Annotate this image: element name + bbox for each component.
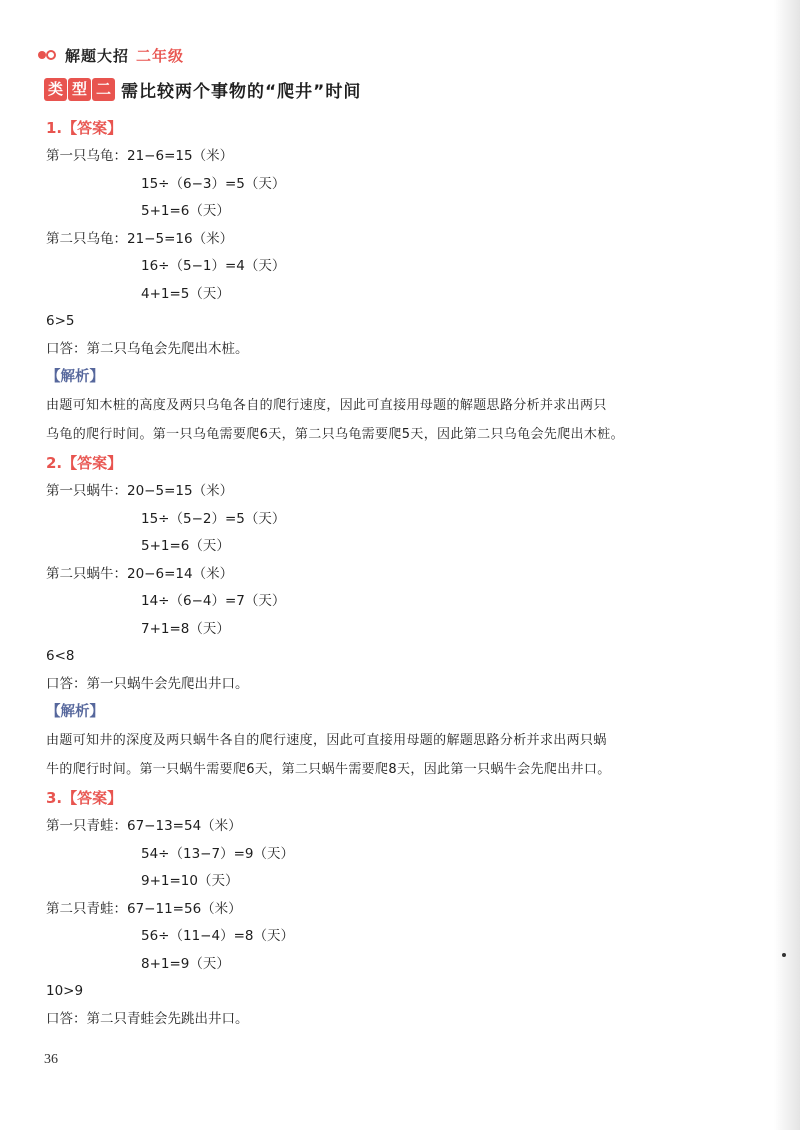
solution-line: 16÷（5−1）=4（天）	[141, 258, 286, 274]
type-badge	[44, 78, 116, 101]
answer-label: 3.【答案】	[46, 789, 123, 807]
solution-line: 第一只蜗牛：20−5=15（米）	[46, 483, 234, 499]
page-edge-shadow	[774, 0, 800, 1130]
solution-line: 第二只蜗牛：20−6=14（米）	[46, 565, 234, 582]
comparison-line: 6>5	[46, 313, 75, 329]
solution-line: 15÷（5−2）=5（天）	[141, 510, 286, 527]
analysis-text: 牛的爬行时间。第一只蜗牛需要爬6天，第二只蜗牛需要爬8天，因此第一只蜗牛会先爬出井口。	[46, 762, 611, 777]
problem-3	[46, 784, 736, 1033]
analysis-text: 乌龟的爬行时间。第一只乌龟需要爬6天，第二只乌龟需要爬5天，因此第二只乌龟会先爬出木桩。	[46, 427, 624, 442]
problem-2	[46, 449, 736, 784]
type-badge-char: 类	[44, 78, 67, 101]
solution-line: 第一只乌龟：21−6=15（米）	[46, 148, 234, 164]
comparison-line: 10>9	[46, 983, 84, 999]
comparison-line: 6<8	[46, 648, 75, 664]
solution-line: 54÷（13−7）=9（天）	[141, 845, 294, 862]
grade-label: 二年级	[136, 46, 185, 65]
solution-line: 第二只乌龟：21−5=16（米）	[46, 230, 234, 247]
solution-line: 第二只青蛙：67−11=56（米）	[46, 900, 242, 917]
problem-1	[46, 114, 736, 449]
solution-line: 7+1=8（天）	[141, 620, 230, 637]
analysis-text: 由题可知井的深度及两只蜗牛各自的爬行速度，因此可直接用母题的解题思路分析并求出两只蜗	[46, 733, 607, 748]
solution-line: 5+1=6（天）	[141, 203, 230, 219]
solution-line: 14÷（6−4）=7（天）	[141, 593, 286, 609]
page-number: 36	[44, 1052, 58, 1067]
solution-line: 第一只青蛙：67−13=54（米）	[46, 818, 242, 834]
logo-dots-icon	[38, 47, 60, 63]
solutions-body	[46, 114, 736, 1033]
oral-answer: 口答：第二只乌龟会先爬出木桩。	[46, 340, 249, 357]
solution-line: 9+1=10（天）	[141, 873, 239, 889]
type-badge-char: 二	[92, 78, 115, 101]
section-title: 需比较两个事物的“爬井”时间	[121, 81, 362, 102]
solution-line: 15÷（6−3）=5（天）	[141, 175, 286, 192]
type-badge-char: 型	[68, 78, 91, 101]
solution-line: 56÷（11−4）=8（天）	[141, 928, 294, 944]
page-header	[38, 44, 184, 66]
solution-line: 5+1=6（天）	[141, 538, 230, 554]
analysis-label: 【解析】	[46, 704, 104, 720]
solution-line: 4+1=5（天）	[141, 285, 230, 302]
answer-label: 1.【答案】	[46, 119, 123, 137]
book-title: 解题大招	[65, 46, 130, 65]
oral-answer: 口答：第二只青蛙会先跳出井口。	[46, 1010, 249, 1027]
solution-line: 8+1=9（天）	[141, 955, 230, 972]
analysis-label: 【解析】	[46, 369, 104, 385]
analysis-text: 由题可知木桩的高度及两只乌龟各自的爬行速度，因此可直接用母题的解题思路分析并求出两只	[46, 398, 607, 413]
section-heading	[44, 76, 361, 102]
margin-dot	[782, 953, 786, 957]
oral-answer: 口答：第一只蜗牛会先爬出井口。	[46, 675, 249, 692]
answer-label: 2.【答案】	[46, 454, 123, 472]
